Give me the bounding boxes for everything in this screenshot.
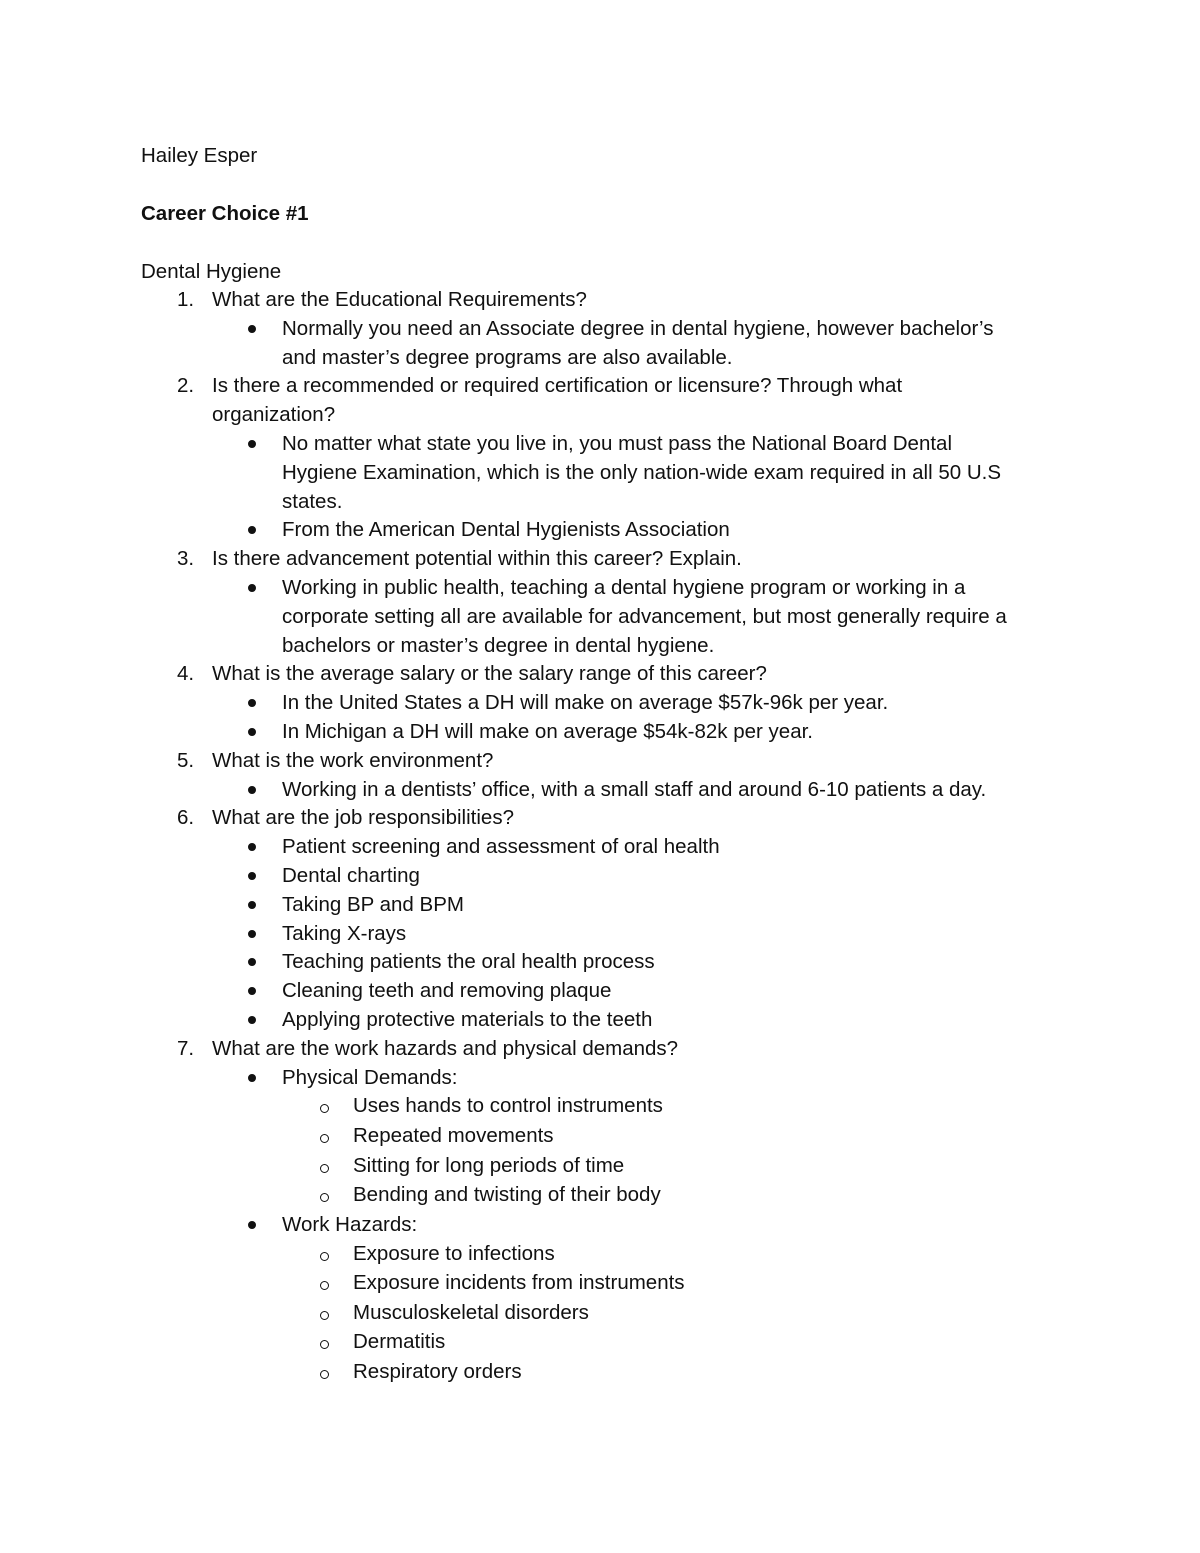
question-number: 7.	[177, 1036, 195, 1060]
sub-bullet-text: Exposure to infections	[353, 1241, 555, 1265]
bullet-icon	[248, 1074, 256, 1082]
sub-bullet-icon	[320, 1164, 329, 1173]
sub-bullet-icon	[320, 1193, 329, 1202]
bullet-text: and master’s degree programs are also available.	[282, 345, 733, 369]
bullet-text: Hygiene Examination, which is the only nation-wide exam required in all 50 U.S	[282, 460, 1002, 484]
question-text: What are the Educational Requirements?	[212, 288, 587, 311]
bullet-text: From the American Dental Hygienists Association	[282, 518, 730, 542]
career-title: Dental Hygiene	[141, 260, 282, 283]
bullet-text: Work Hazards:	[282, 1212, 418, 1236]
question-text: What is the average salary or the salary range of this career?	[212, 662, 767, 686]
bullet-icon	[248, 699, 256, 707]
sub-bullet-text: Musculoskeletal disorders	[353, 1300, 589, 1324]
bullet-text: bachelors or master’s degree in dental hygiene.	[282, 633, 715, 657]
bullet-icon	[248, 1221, 256, 1229]
question-text: What are the job responsibilities?	[212, 806, 514, 830]
sub-bullet-icon	[320, 1370, 329, 1379]
document-heading: Career Choice #1	[141, 202, 309, 225]
bullet-icon	[248, 728, 256, 736]
question-number: 3.	[177, 547, 195, 571]
sub-bullet-text: Dermatitis	[353, 1330, 446, 1354]
bullet-icon	[248, 958, 256, 966]
sub-bullet-icon	[320, 1340, 329, 1349]
bullet-icon	[248, 987, 256, 995]
sub-bullet-text: Respiratory orders	[353, 1360, 522, 1383]
bullet-text: Working in a dentists’ office, with a small staff and around 6-10 patients a day.	[282, 777, 987, 801]
question-text: What are the work hazards and physical demands?	[212, 1036, 679, 1060]
question-number: 4.	[177, 662, 195, 686]
bullet-text: Applying protective materials to the teeth	[282, 1008, 653, 1031]
bullet-text: states.	[282, 489, 343, 513]
sub-bullet-icon	[320, 1252, 329, 1261]
bullet-icon	[248, 1016, 256, 1024]
bullet-icon	[248, 526, 256, 534]
sub-bullet-text: Sitting for long periods of time	[353, 1153, 625, 1177]
sub-bullet-text: Uses hands to control instruments	[353, 1094, 663, 1118]
question-number: 2.	[177, 374, 195, 398]
bullet-text: Dental charting	[282, 864, 420, 887]
bullet-text: Normally you need an Associate degree in dental hygiene, however bachelor’s	[282, 316, 994, 340]
bullet-text: In the United States a DH will make on average $57k-96k per year.	[282, 691, 889, 715]
bullet-text: Patient screening and assessment of oral health	[282, 835, 720, 859]
bullet-text: corporate setting all are available for advancement, but most generally require a	[282, 604, 1007, 628]
bullet-text: Taking X-rays	[282, 921, 407, 945]
question-text: Is there advancement potential within this career? Explain.	[212, 547, 742, 571]
sub-bullet-icon	[320, 1281, 329, 1290]
bullet-icon	[248, 930, 256, 938]
bullet-icon	[248, 440, 256, 448]
bullet-icon	[248, 325, 256, 333]
bullet-text: No matter what state you live in, you must pass the National Board Dental	[282, 432, 953, 455]
bullet-icon	[248, 786, 256, 794]
question-number: 1.	[177, 288, 195, 311]
bullet-text: Physical Demands:	[282, 1065, 458, 1089]
sub-bullet-icon	[320, 1311, 329, 1320]
question-text: organization?	[212, 403, 336, 427]
sub-bullet-text: Exposure incidents from instruments	[353, 1271, 685, 1295]
bullet-icon	[248, 872, 256, 880]
bullet-icon	[248, 843, 256, 851]
question-number: 6.	[177, 806, 195, 830]
bullet-text: In Michigan a DH will make on average $54k-82k per year.	[282, 720, 813, 743]
bullet-text: Cleaning teeth and removing plaque	[282, 979, 612, 1003]
sub-bullet-text: Repeated movements	[353, 1124, 554, 1147]
sub-bullet-text: Bending and twisting of their body	[353, 1183, 661, 1207]
sub-bullet-icon	[320, 1104, 329, 1113]
sub-bullet-icon	[320, 1134, 329, 1143]
bullet-icon	[248, 901, 256, 909]
question-text: What is the work environment?	[212, 748, 494, 772]
question-number: 5.	[177, 748, 195, 772]
bullet-text: Teaching patients the oral health process	[282, 950, 655, 974]
bullet-icon	[248, 584, 256, 592]
author-name: Hailey Esper	[141, 144, 258, 167]
bullet-text: Working in public health, teaching a dental hygiene program or working in a	[282, 576, 966, 599]
question-text: Is there a recommended or required certification or licensure? Through what	[212, 374, 903, 398]
bullet-text: Taking BP and BPM	[282, 892, 464, 916]
